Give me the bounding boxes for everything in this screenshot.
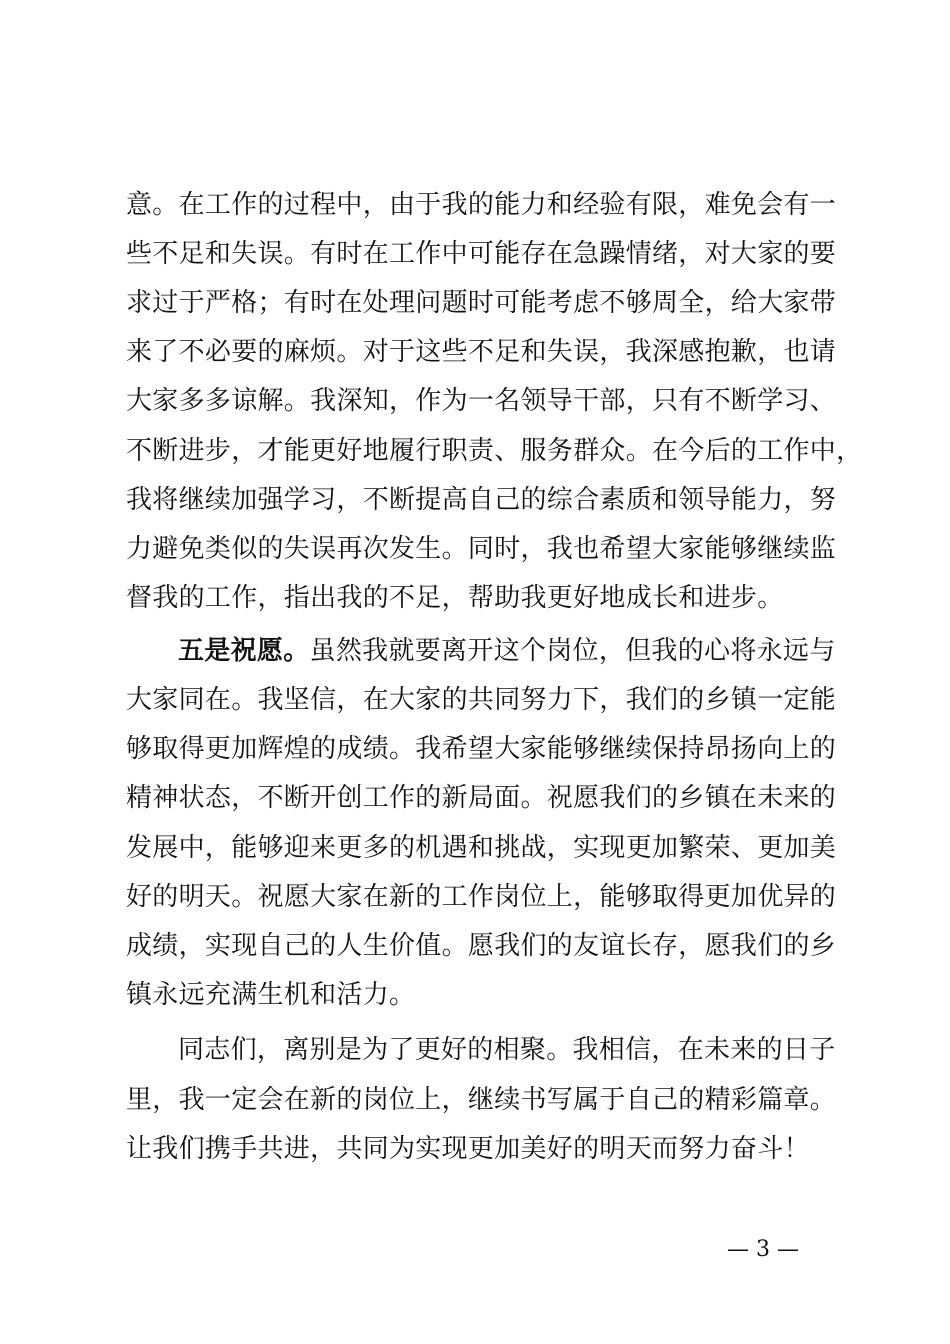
text-line: [178, 631, 846, 671]
text-line: 力避免类似的失误再次发生。同时，我也希望大家能够继续监: [126, 534, 837, 564]
text-line: 大家同在。我坚信，在大家的共同努力下，我们的乡镇一定能: [126, 685, 837, 715]
text-line: 意。在工作的过程中，由于我的能力和经验有限，难免会有一: [126, 190, 837, 220]
text-line: 大家多多谅解。我深知，作为一名领导干部，只有不断学习、: [126, 386, 837, 416]
text-line: 同志们，离别是为了更好的相聚。我相信，在未来的日子: [178, 1035, 836, 1065]
page-number: — 3 —: [727, 1237, 799, 1262]
text-line: 精神状态，不断开创工作的新局面。祝愿我们的乡镇在未来的: [126, 783, 837, 813]
text-line: 我将继续加强学习，不断提高自己的综合素质和领导能力，努: [126, 485, 837, 515]
text-line-rest: 虽然我就要离开这个岗位，但我的心将永远与: [309, 636, 836, 666]
text-line: 里，我一定会在新的岗位上，继续书写属于自己的精彩篇章。: [126, 1085, 837, 1115]
text-line: 来了不必要的麻烦。对于这些不足和失误，我深感抱歉，也请: [126, 337, 837, 367]
text-line: 成绩，实现自己的人生价值。愿我们的友谊长存，愿我们的乡: [126, 931, 837, 961]
text-line: 镇永远充满生机和活力。: [126, 980, 416, 1010]
text-line: 够取得更加辉煌的成绩。我希望大家能够继续保持昂扬向上的: [126, 734, 837, 764]
text-line: 让我们携手共进，共同为实现更加美好的明天而努力奋斗！: [126, 1134, 810, 1164]
text-line: 督我的工作，指出我的不足，帮助我更好地成长和进步。: [126, 583, 784, 613]
text-line: 不断进步，才能更好地履行职责、服务群众。在今后的工作中，: [126, 436, 863, 466]
section-heading: 五是祝愿。: [178, 636, 310, 666]
text-line: 求过于严格；有时在处理问题时可能考虑不够周全，给大家带: [126, 288, 837, 318]
text-line: 些不足和失误。有时在工作中可能存在急躁情绪，对大家的要: [126, 239, 837, 269]
text-line: 好的明天。祝愿大家在新的工作岗位上，能够取得更加优异的: [126, 882, 837, 912]
text-line: 发展中，能够迎来更多的机遇和挑战，实现更加繁荣、更加美: [126, 833, 837, 863]
